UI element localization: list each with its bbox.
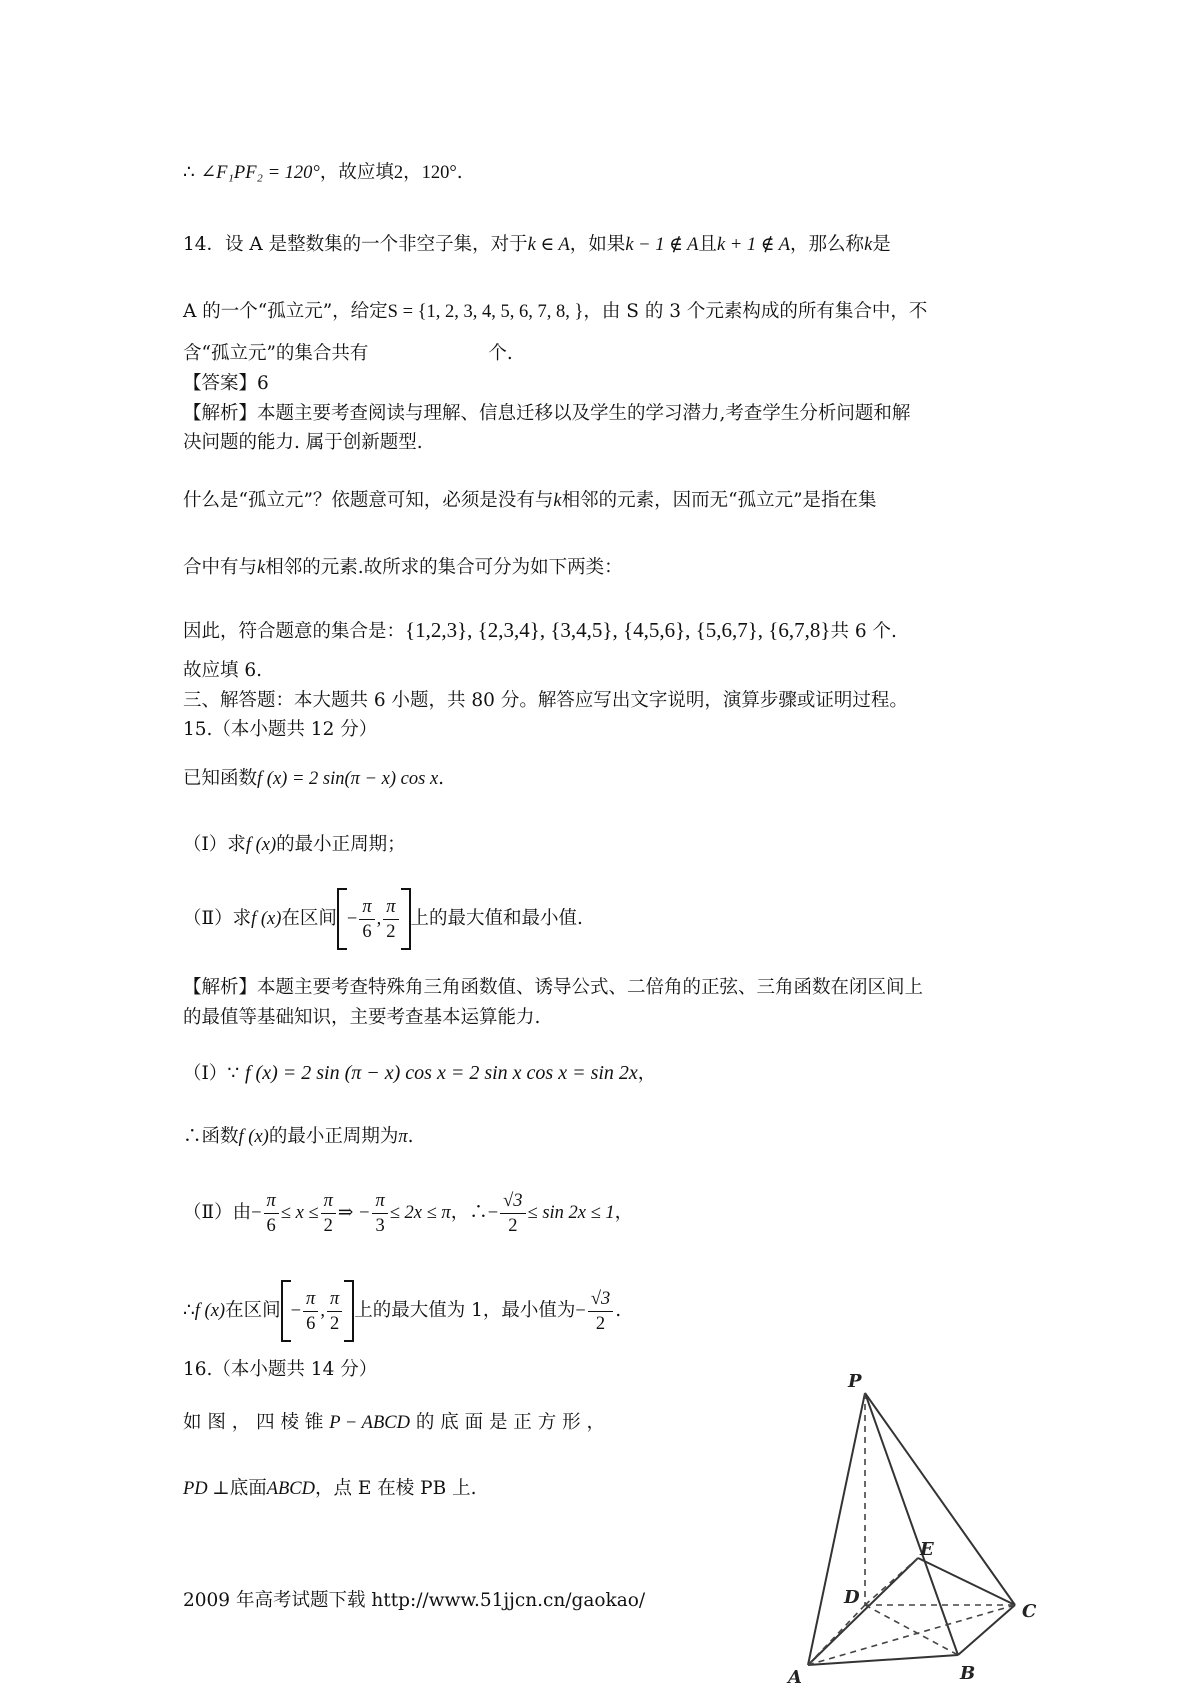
q15-analysis-line-1: 【解析】本题主要考查特殊角三角函数值、诱导公式、二倍角的正弦、三角函数在闭区间上 [183,977,924,998]
interval-left-bracket [337,888,347,950]
footer-download-text: 2009 年高考试题下载 http://www.51jjcn.cn/gaokao/ [183,1590,646,1611]
label-A: A [788,1667,802,1688]
edge-BC [958,1605,1015,1655]
q14-analysis-line-2: 决问题的能力. 属于创新题型. [183,432,423,453]
fraction: $\frac{√3}{2}$ [500,1189,525,1238]
q14-text-line-2: 合中有与k相邻的元素.故所求的集合可分为如下两类： [183,557,623,578]
section-3-heading: 三、解答题：本大题共 6 小题，共 80 分。解答应写出文字说明，演算步骤或证明过程。 [183,690,908,711]
q15-solution-4: ∴f (x)在区间 − $\frac{\pi}{6}$ , $\frac{\pi}{2}$ 上的最大值为 1，最小值为− $\frac{√3}{2}$ . [183,1278,621,1344]
q15-given: 已知函数f (x) = 2 sin(π − x) cos x. [183,768,445,789]
label-C: C [1022,1601,1037,1622]
q14-fill: 故应填 6. [183,660,263,681]
q14-stem-line-2: A 的一个“孤立元”，给定S = {1, 2, 3, 4, 5, 6, 7, 8, }，由 S 的 3 个元素构成的所有集合中，不 [183,301,928,322]
q14-analysis-line-1: 【解析】本题主要考查阅读与理解、信息迁移以及学生的学习潜力,考查学生分析问题和解 [183,403,911,424]
diag-DB [865,1605,958,1655]
q15-part-2: （Ⅱ）求f (x)在区间 − $\frac{\pi}{6}$ , $\frac{\pi}{2}$ 上的最大值和最小值. [183,886,583,952]
fraction: $\frac{\pi}{2}$ [383,895,398,944]
fraction: $\frac{\pi}{2}$ [327,1287,342,1336]
q16-line-2: PD ⊥底面ABCD，点 E 在棱 PB 上. [183,1478,477,1499]
fraction: $\frac{\pi}{6}$ [359,895,374,944]
q15-solution-3: （Ⅱ）由− $\frac{\pi}{6}$ ≤ x ≤ $\frac{\pi}{2}$ ⇒ − $\frac{\pi}{3}$ ≤ 2x ≤ π，∴− $\frac{√3}{2}$ ≤ sin 2x ≤ 1， [183,1190,634,1236]
fraction: $\frac{\pi}{6}$ [303,1287,318,1336]
q14-text-line-1: 什么是“孤立元”？依题意可知，必须是没有与k相邻的元素，因而无“孤立元”是指在集 [183,490,877,511]
q14-stem-line-1: 14．设 A 是整数集的一个非空子集，对于k ∈ A，如果k − 1 ∉ A且k + 1 ∉ A，那么称k是 [183,234,891,255]
edge-AB [808,1655,958,1665]
edge-DA [808,1605,865,1665]
q15-analysis-line-2: 的最值等基础知识，主要考查基本运算能力. [183,1007,541,1028]
label-B: B [960,1663,976,1684]
edge-PA [808,1393,865,1665]
pyramid-figure [770,1365,1060,1695]
q15-number: 15.（本小题共 12 分） [183,719,378,740]
q16-line-1: 如 图 ， 四 棱 锥 P − ABCD 的 底 面 是 正 方 形 ， [183,1412,606,1433]
label-P: P [848,1371,862,1392]
edge-PC [865,1393,1015,1605]
angle-result-line: ∴ ∠F₁PF₂ = 120°，故应填2，120°. [183,162,463,183]
q16-number: 16.（本小题共 14 分） [183,1359,378,1380]
q14-answer: 【答案】6 [183,373,269,394]
interval-right-bracket [401,888,411,950]
edge-PB [865,1393,958,1655]
fraction: $\frac{\pi}{3}$ [372,1189,387,1238]
fraction: $\frac{√3}{2}$ [588,1287,613,1336]
interval-right-bracket [344,1280,354,1342]
interval-left-bracket [281,1280,291,1342]
fraction: $\frac{\pi}{6}$ [264,1189,279,1238]
q15-solution-1: （Ⅰ）∵ f (x) = 2 sin (π − x) cos x = 2 sin x cos x = sin 2x， [183,1062,657,1084]
fraction: $\frac{\pi}{2}$ [321,1189,336,1238]
label-E: E [920,1539,934,1560]
q14-stem-line-3: 含“孤立元”的集合共有 个. [183,343,513,364]
edge-DE [865,1558,918,1605]
label-D: D [844,1587,860,1608]
q15-solution-2: ∴函数f (x)的最小正周期为π. [183,1126,414,1147]
q14-text-line-3: 因此，符合题意的集合是：{1,2,3}, {2,3,4}, {3,4,5}, {4,5,6}, {5,6,7}, {6,7,8}共 6 个. [183,618,897,642]
q15-part-1: （Ⅰ）求f (x)的最小正周期； [183,834,406,855]
